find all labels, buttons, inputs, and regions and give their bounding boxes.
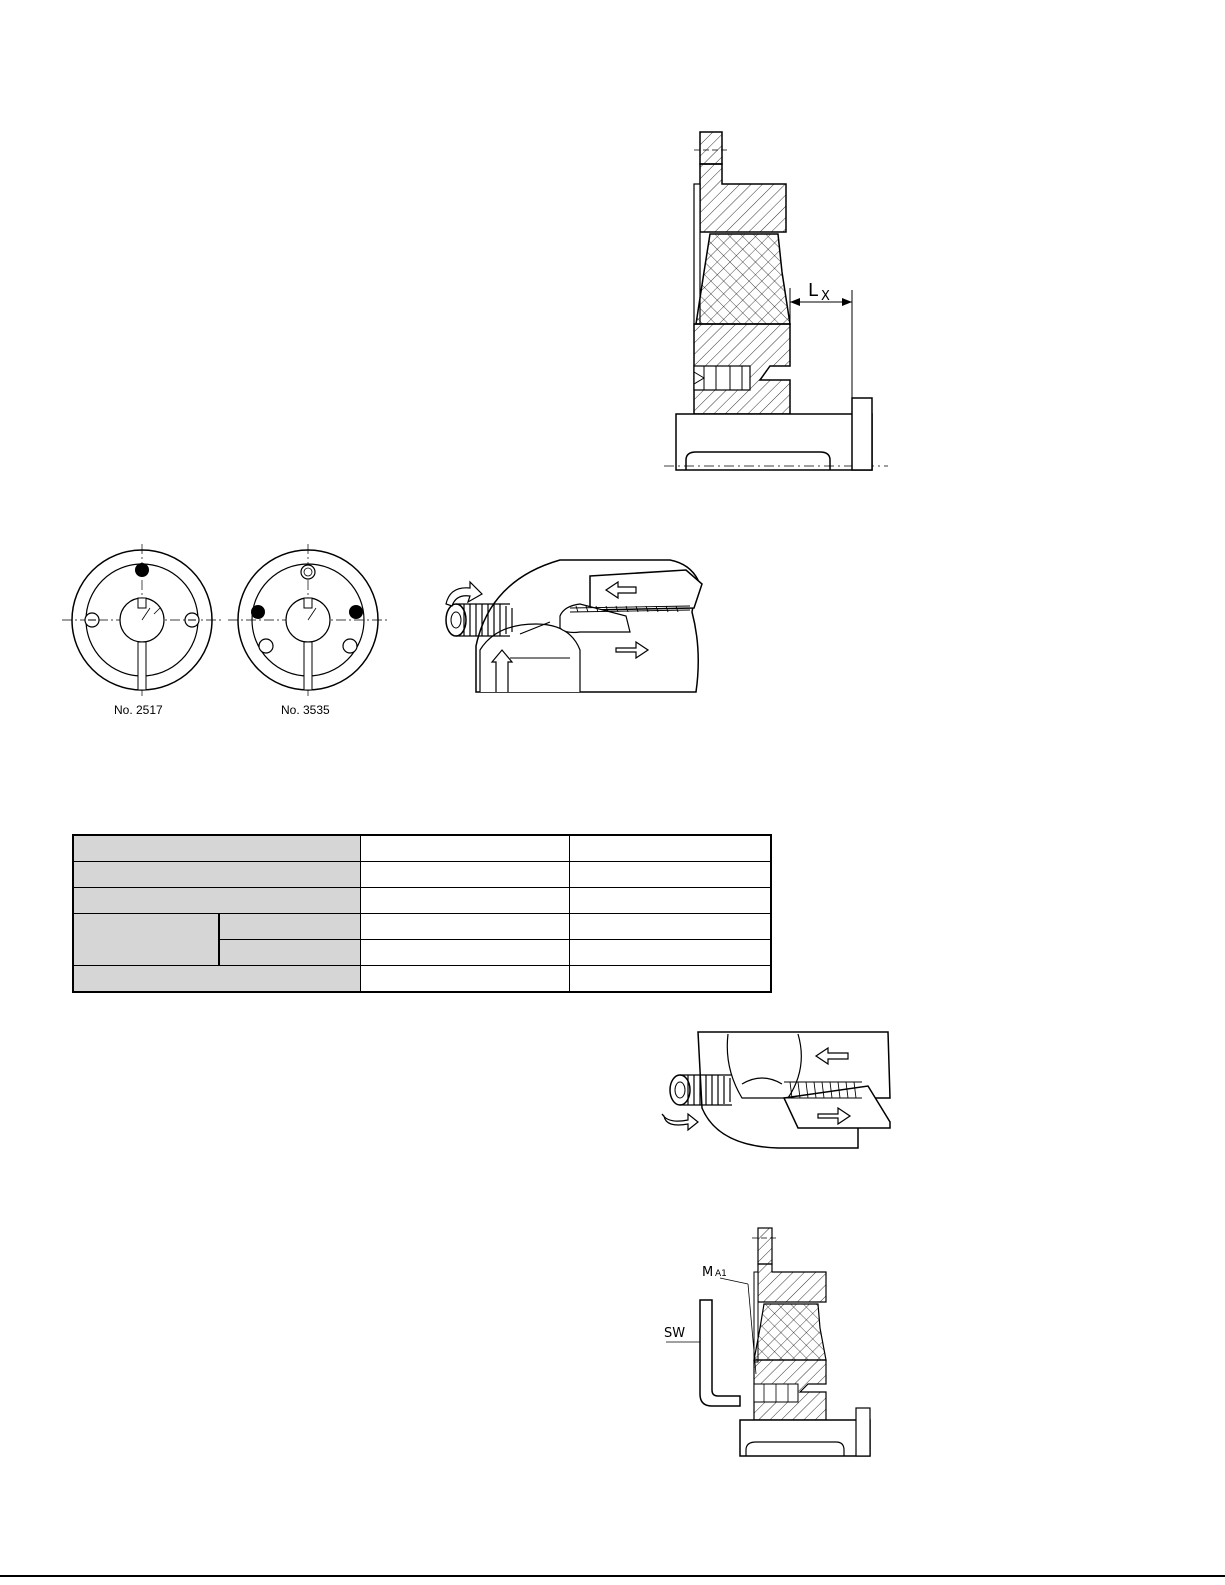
table-cell [361,862,570,888]
table-cell [570,914,772,940]
table-cell [219,940,361,966]
page-bottom-rule [0,1575,1225,1577]
table-row [73,966,771,993]
spec-table [72,834,772,993]
torque-subscript: A1 [715,1269,727,1279]
table-cell [219,914,361,940]
bushing-2517-caption: No. 2517 [114,703,163,717]
axial-section-figure [660,128,890,473]
table-cell [570,888,772,914]
tapped-hole-marker [135,563,149,577]
install-section-figure [660,1224,890,1459]
bushing-2517-figure [62,544,222,699]
table-cell [361,888,570,914]
table-cell [361,914,570,940]
lx-dimension-subscript: X [821,289,830,304]
table-cell [73,914,219,966]
table-cell [73,835,361,862]
bushing-removal-figure [440,550,710,700]
torque-label: M [702,1265,714,1280]
table-cell [73,966,361,993]
table-cell [73,862,361,888]
table-row [73,914,771,940]
table-cell [73,888,361,914]
bushing-3535-caption: No. 3535 [281,703,330,717]
table-cell [361,940,570,966]
bushing-3535-figure [228,544,388,699]
table-cell [361,966,570,993]
bushing-forcing-figure [658,1028,898,1158]
table-cell [570,940,772,966]
table-cell [570,862,772,888]
wrench-size-label: SW [664,1326,686,1341]
table-cell [361,835,570,862]
table-cell [570,835,772,862]
lx-dimension-label: L [808,280,819,301]
table-row [73,888,771,914]
table-row [73,862,771,888]
table-row [73,835,771,862]
table-cell [570,966,772,993]
